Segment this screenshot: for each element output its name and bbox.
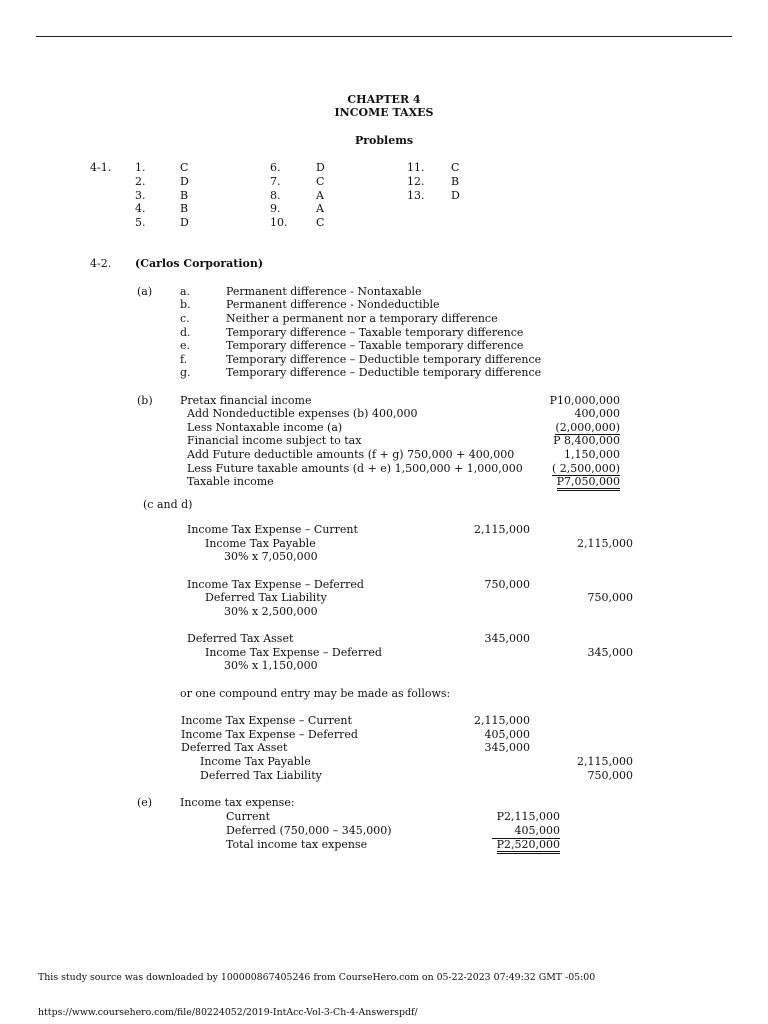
list-item-letter: c. (180, 312, 190, 325)
part-b-label: (b) (137, 394, 153, 407)
debit-amount: 345,000 (484, 632, 530, 645)
debit-amount: 345,000 (484, 741, 530, 754)
credit-amount: 750,000 (587, 591, 633, 604)
credit-account: Deferred Tax Liability (205, 591, 327, 604)
answer-item-letter: D (180, 216, 189, 229)
part-e-label: (e) (137, 796, 153, 809)
income-tax-expense-heading: Income tax expense: (180, 796, 295, 809)
debit-amount: 750,000 (484, 578, 530, 591)
list-item-letter: b. (180, 298, 191, 311)
computation-row-value: (2,000,000) (555, 421, 620, 434)
answer-item-letter: D (451, 189, 460, 202)
credit-amount: 2,115,000 (577, 537, 633, 550)
compound-account: Deferred Tax Asset (181, 741, 288, 754)
answer-item-letter: C (316, 216, 325, 229)
answer-item-number: 12. (407, 175, 425, 188)
answer-item-letter: B (180, 189, 189, 202)
debit-account: Income Tax Expense – Deferred (187, 578, 364, 591)
entry-explanation: 30% x 2,500,000 (224, 605, 318, 618)
part-a-label: (a) (137, 285, 153, 298)
answer-item-letter: C (180, 161, 189, 174)
compound-account: Income Tax Expense – Deferred (181, 728, 358, 741)
company-name: (Carlos Corporation) (135, 257, 264, 270)
list-item-letter: g. (180, 366, 191, 379)
list-item-text: Temporary difference – Deductible temporary difference (226, 353, 542, 366)
list-item-letter: a. (180, 285, 191, 298)
computation-row-value: P10,000,000 (549, 394, 620, 407)
compound-account: Deferred Tax Liability (200, 769, 322, 782)
expense-row-label: Current (226, 810, 271, 823)
computation-row-label: Taxable income (187, 475, 274, 488)
compound-account: Income Tax Expense – Current (181, 714, 352, 727)
answer-item-letter: D (180, 175, 189, 188)
expense-row-value: 405,000 (440, 824, 560, 839)
computation-row-label: Financial income subject to tax (187, 434, 362, 447)
list-item-text: Neither a permanent nor a temporary difference (226, 312, 498, 325)
debit-amount: 2,115,000 (474, 714, 530, 727)
top-rule (36, 36, 732, 37)
answer-item-number: 7. (270, 175, 281, 188)
expense-row-value: P2,520,000 (440, 838, 560, 852)
list-item-text: Temporary difference – Deductible temporary difference (226, 366, 542, 379)
computation-row-label: Add Future deductible amounts (f + g) 750,000 + 400,000 (187, 448, 515, 461)
answer-item-number: 13. (407, 189, 425, 202)
answer-item-letter: A (316, 202, 324, 215)
answer-item-number: 3. (135, 189, 146, 202)
computation-row-value: ( 2,500,000) (551, 462, 620, 475)
computation-row-value: 1,150,000 (564, 448, 620, 461)
computation-row-label: Add Nondeductible expenses (b) 400,000 (187, 407, 418, 420)
credit-amount: 345,000 (587, 646, 633, 659)
debit-account: Deferred Tax Asset (187, 632, 294, 645)
expense-row-label: Deferred (750,000 – 345,000) (226, 824, 392, 837)
list-item-letter: f. (180, 353, 188, 366)
entry-explanation: 30% x 1,150,000 (224, 659, 318, 672)
credit-account: Income Tax Payable (205, 537, 316, 550)
answer-item-number: 9. (270, 202, 281, 215)
computation-row-label: Less Nontaxable income (a) (187, 421, 343, 434)
debit-account: Income Tax Expense – Current (187, 523, 358, 536)
chapter-number: CHAPTER 4 (347, 93, 421, 106)
problem-4-2-number: 4-2. (90, 257, 112, 270)
answer-item-letter: C (451, 161, 460, 174)
debit-amount: 2,115,000 (474, 523, 530, 536)
answer-item-number: 1. (135, 161, 146, 174)
answer-item-number: 2. (135, 175, 146, 188)
credit-amount: 750,000 (587, 769, 633, 782)
computation-row-value: P7,050,000 (500, 475, 620, 489)
computation-row-value: P 8,400,000 (553, 434, 620, 447)
chapter-title: INCOME TAXES (334, 106, 434, 119)
list-item-letter: d. (180, 326, 191, 339)
compound-account: Income Tax Payable (200, 755, 311, 768)
problem-4-1-number: 4-1. (90, 161, 112, 174)
list-item-text: Temporary difference – Taxable temporary difference (226, 326, 524, 339)
expense-row-label: Total income tax expense (226, 838, 368, 851)
answer-item-letter: C (316, 175, 325, 188)
answer-item-letter: D (316, 161, 325, 174)
computation-row-label: Less Future taxable amounts (d + e) 1,500,000 + 1,000,000 (187, 462, 523, 475)
source-url-link[interactable]: https://www.coursehero.com/file/80224052/2019-IntAcc-Vol-3-Ch-4-Answerspdf/ (38, 1007, 418, 1018)
computation-row-label: Pretax financial income (180, 394, 312, 407)
expense-row-value: P2,115,000 (496, 810, 560, 823)
compound-entry-note: or one compound entry may be made as follows: (180, 687, 451, 700)
credit-account: Income Tax Expense – Deferred (205, 646, 382, 659)
answer-item-number: 10. (270, 216, 288, 229)
answer-item-number: 5. (135, 216, 146, 229)
answer-item-number: 11. (407, 161, 425, 174)
answer-item-letter: B (180, 202, 189, 215)
credit-amount: 2,115,000 (577, 755, 633, 768)
debit-amount: 405,000 (484, 728, 530, 741)
answer-item-number: 4. (135, 202, 146, 215)
answer-item-number: 6. (270, 161, 281, 174)
list-item-text: Temporary difference – Taxable temporary difference (226, 339, 524, 352)
answer-item-letter: B (451, 175, 460, 188)
list-item-letter: e. (180, 339, 191, 352)
answer-item-letter: A (316, 189, 324, 202)
section-title: Problems (354, 134, 414, 147)
list-item-text: Permanent difference - Nontaxable (226, 285, 422, 298)
computation-row-value: 400,000 (574, 407, 620, 420)
entry-explanation: 30% x 7,050,000 (224, 550, 318, 563)
download-notice: This study source was downloaded by 100000867405246 from CourseHero.com on 05-22-2023 07:49:32 GMT -05:00 (38, 972, 596, 983)
list-item-text: Permanent difference - Nondeductible (226, 298, 440, 311)
part-cd-label: (c and d) (143, 498, 193, 511)
answer-item-number: 8. (270, 189, 281, 202)
